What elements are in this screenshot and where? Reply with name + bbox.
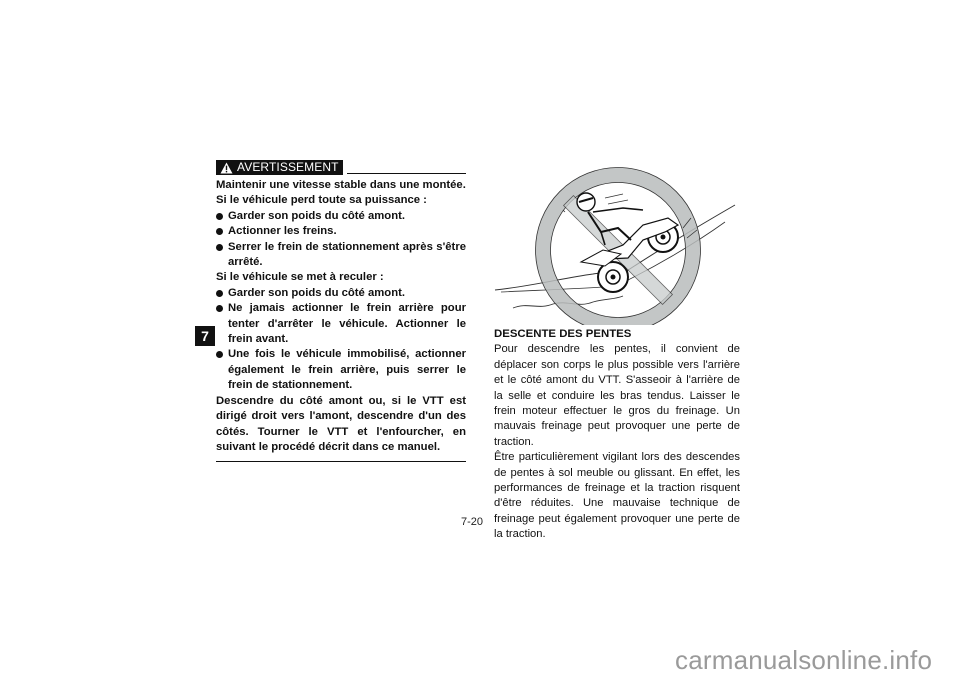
section-paragraph: Pour descendre les pentes, il convient de déplacer son corps le plus possible vers l'arrière et le côté amont du VTT. S'asseoir à l'arrière de la selle et conduire les bras tendus. Laisser le frein moteur effectuer le gros du freinage. Un mauvais freinage peut provoquer une perte de traction. (494, 343, 740, 448)
warning-box (216, 158, 466, 462)
warning-closing: Descendre du côté amont ou, si le VTT est dirigé droit vers l'amont, descendre d'un des côtés. Tourner le VTT et l'enfourcher, en suivant le procédé décrit dans ce manuel. (216, 394, 466, 453)
list-item: Une fois le véhicule immobilisé, actionner également le frein arrière, puis serrer le frein de stationnement. (216, 347, 466, 393)
bullet-icon (216, 290, 223, 297)
section-title: DESCENTE DES PENTES (494, 328, 632, 340)
warning-body (216, 178, 466, 455)
list-item: Ne jamais actionner le frein arrière pour tenter d'arrêter le véhicule. Actionner le frein avant. (216, 301, 466, 347)
warning-badge (216, 160, 343, 175)
list-item: Actionner les freins. (216, 224, 466, 239)
bullet-icon (216, 213, 223, 220)
bullet-icon (216, 244, 223, 251)
list-item: Garder son poids du côté amont. (216, 209, 466, 224)
bullet-icon (216, 228, 223, 235)
chapter-tab: 7 (195, 326, 215, 346)
warning-triangle-icon (220, 162, 233, 174)
warning-label: AVERTISSEMENT (237, 160, 339, 174)
warning-header (216, 158, 466, 175)
list-item: Serrer le frein de stationnement après s'être arrêté. (216, 240, 466, 271)
list-item: Garder son poids du côté amont. (216, 286, 466, 301)
warning-intro: Maintenir une vitesse stable dans une montée. (216, 179, 466, 191)
page-number: 7-20 (461, 516, 484, 528)
descending-slopes-section (494, 327, 740, 543)
rolling-back-heading: Si le véhicule se met à reculer : (216, 271, 384, 284)
warning-header-rule (347, 173, 466, 174)
bullet-icon (216, 305, 223, 312)
prohibited-atv-wheelie-icon (493, 150, 743, 325)
power-loss-heading: Si le véhicule perd toute sa puissance : (216, 194, 427, 207)
warning-end-rule (216, 461, 466, 462)
watermark: carmanualsonline.info (675, 645, 933, 675)
bullet-icon (216, 351, 223, 358)
section-paragraph: Être particulièrement vigilant lors des descendes de pentes à sol meuble ou glissant. En effet, les performances de freinage et la traction risquent d'être réduites. Une mauvaise technique de freinage peut également provoquer une perte de la traction. (494, 451, 740, 541)
